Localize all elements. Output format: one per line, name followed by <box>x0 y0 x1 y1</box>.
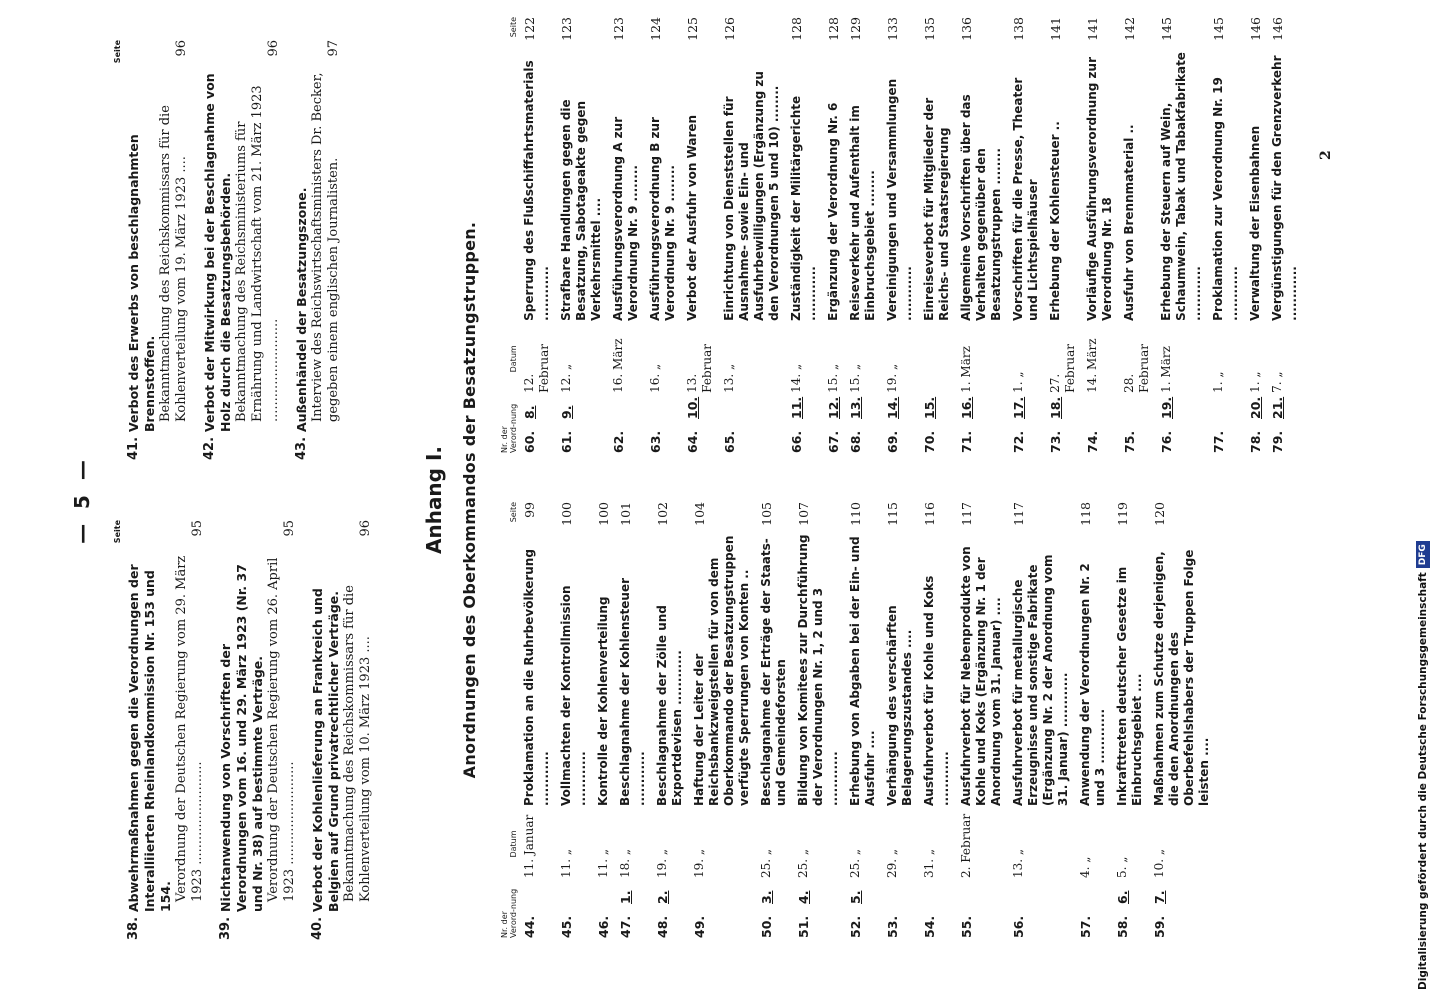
row-page: 123 <box>611 17 626 41</box>
table-row <box>1011 15 1048 455</box>
row-date: 12. Februar <box>522 344 551 393</box>
ordinance-number: 14. <box>885 396 900 419</box>
table-row <box>692 500 759 940</box>
ordinance-number: 11. <box>789 396 804 419</box>
col-header-datum: Datum <box>509 345 518 373</box>
row-date: 28. Februar <box>1122 344 1151 393</box>
row-subject: Vollmachten der Kontrollmission ............ <box>559 585 588 806</box>
entry-number: 41. <box>126 436 141 460</box>
row-date: 16. März <box>611 338 625 393</box>
ordinance-number <box>648 395 685 421</box>
ordinance-number: 3. <box>759 890 774 904</box>
entries-column-left <box>110 520 386 940</box>
row-date: 25. „ <box>848 848 862 878</box>
row-date: 27. Februar <box>1048 344 1077 393</box>
table-row <box>848 15 885 455</box>
row-page: 141 <box>1085 17 1100 41</box>
entry-title: Verbot des Erwerbs von beschlagnahmten Brennstoffen. <box>126 134 157 432</box>
row-number: 71. <box>959 430 974 453</box>
row-number: 77. <box>1211 430 1226 453</box>
row-number: 67. <box>826 430 841 453</box>
row-subject: Proklamation an die Ruhrbevölkerung ............ <box>522 549 551 806</box>
row-number: 66. <box>789 430 804 453</box>
row-subject: Vereinigungen und Versammlungen ............ <box>885 78 914 321</box>
row-page: 141 <box>1048 17 1063 41</box>
row-date: 1. „ <box>1248 371 1262 393</box>
row-number: 78. <box>1248 430 1263 453</box>
row-page: 110 <box>848 502 863 526</box>
row-date: 16. „ <box>648 363 662 393</box>
row-number: 60. <box>522 430 537 453</box>
row-subject: Strafbare Handlungen gegen die Besatzung, Sabotageakte gegen Verkehrsmittel .... <box>559 99 603 321</box>
row-page: 133 <box>885 17 900 41</box>
table-row <box>796 500 848 940</box>
row-subject: Allgemeine Vorschriften über das Verhalten gegenüber den Besatzungstruppen ........ <box>959 94 1003 321</box>
anhang-subtitle: Anordnungen des Oberkommandos der Besatzungstruppen. <box>460 221 479 779</box>
anhang-title: Anhang I. <box>422 446 446 555</box>
row-subject: Verwaltung der Eisenbahnen <box>1248 125 1262 321</box>
row-date: 19. „ <box>692 848 706 878</box>
row-date: 13. „ <box>722 363 736 393</box>
row-page: 146 <box>1248 17 1263 41</box>
col-header-seite: Seite <box>509 502 518 523</box>
row-number: 46. <box>596 915 611 938</box>
row-number: 70. <box>922 430 937 453</box>
digitization-sidebar <box>1414 10 1432 990</box>
row-date: 11. Januar <box>522 814 536 878</box>
row-page: 136 <box>959 17 974 41</box>
row-page: 119 <box>1115 502 1130 526</box>
table-row <box>559 500 596 940</box>
entry-page: 95 <box>190 520 205 537</box>
ordinance-number <box>1122 395 1159 421</box>
row-number: 75. <box>1122 430 1137 453</box>
row-number: 47. <box>618 915 633 938</box>
row-subject: Beschlagnahme der Erträge der Staats- und Gemeindeforsten <box>759 538 788 806</box>
table-row <box>826 15 848 455</box>
row-page: 107 <box>796 502 811 526</box>
col-header-seite: Seite <box>509 17 518 38</box>
dfg-logo: DFG <box>1416 541 1430 568</box>
row-date: 5. „ <box>1115 856 1129 878</box>
ordinance-number <box>522 880 559 906</box>
row-subject: Beschlagnahme der Zölle und Exportdevisen ............ <box>655 605 684 806</box>
table-row <box>648 15 685 455</box>
ordinance-number <box>1211 395 1248 421</box>
row-subject: Proklamation zur Verordnung Nr. 19 ............ <box>1211 77 1240 321</box>
row-page: 145 <box>1159 17 1174 41</box>
row-page: 117 <box>959 502 974 526</box>
row-date: 18. „ <box>618 848 632 878</box>
row-number: 48. <box>655 915 670 938</box>
ordinance-number: 16. <box>959 396 974 419</box>
ordinance-number: 13. <box>848 396 863 419</box>
row-subject: Ausführungsverordnung B zur Verordnung Nr. 9 ........ <box>648 117 677 321</box>
row-page: 128 <box>826 17 841 41</box>
table-row <box>1211 15 1248 455</box>
ordinance-number: 1. <box>618 890 633 904</box>
row-date: 25. „ <box>759 848 773 878</box>
row-number: 61. <box>559 430 574 453</box>
row-page: 125 <box>685 17 700 41</box>
entry-description: Bekanntmachung des Reichskommissars für die Kohlenverteilung vom 19. März 1923 .... <box>158 105 189 422</box>
ordinance-number <box>1078 880 1115 906</box>
row-date: 7. „ <box>1270 371 1284 393</box>
row-subject: Ausfuhrverbot für metallurgische Erzeugnisse und sonstige Fabrikate (Ergänzung Nr. 2 der Anordnung vom 31. Januar) ............ <box>1011 554 1070 806</box>
ordinance-number <box>959 880 1011 906</box>
row-date: 15. „ <box>826 363 840 393</box>
row-page: 100 <box>559 502 574 526</box>
row-subject: Erhebung der Kohlensteuer .. <box>1048 121 1062 321</box>
row-page: 118 <box>1078 502 1093 526</box>
row-subject: Einrichtung von Dienststellen für Ausnahme- sowie Ein- und Ausfuhrbewilligungen (Ergänzung zu den Verordnungen 5 und 10) ........ <box>722 71 781 321</box>
table-row <box>959 15 1011 455</box>
row-date: 10. „ <box>1152 848 1166 878</box>
entry-page: 96 <box>266 40 281 57</box>
col-header-datum: Datum <box>509 830 518 858</box>
row-page: 120 <box>1152 502 1167 526</box>
entry-description: Bekanntmachung des Reichskommissars für die Kohlenverteilung vom 10. März 1923 .... <box>342 585 373 902</box>
row-number: 62. <box>611 430 626 453</box>
row-number: 51. <box>796 915 811 938</box>
ordinance-number: 4. <box>796 890 811 904</box>
ordinance-number: 8. <box>522 405 537 419</box>
row-page: 126 <box>722 17 737 41</box>
row-number: 59. <box>1152 915 1167 938</box>
row-subject: Sperrung des Flußschiffahrtsmaterials ............ <box>522 60 551 321</box>
row-page: 116 <box>922 502 937 526</box>
ordinance-number: 7. <box>1152 890 1167 904</box>
row-number: 76. <box>1159 430 1174 453</box>
row-number: 53. <box>885 915 900 938</box>
table-row <box>1122 15 1159 455</box>
row-subject: Bildung von Komitees zur Durchführung der Verordnungen Nr. 1, 2 und 3 ............ <box>796 534 840 806</box>
entry-number: 40. <box>310 916 325 940</box>
ordinance-number: 17. <box>1011 396 1026 419</box>
ordinance-number <box>885 880 922 906</box>
entry-number: 38. <box>126 916 141 940</box>
row-subject: Zuständigkeit der Militärgerichte ............ <box>789 95 818 321</box>
table-row <box>1159 15 1211 455</box>
ordinance-number: 15. <box>922 396 937 419</box>
row-number: 50. <box>759 915 774 938</box>
row-subject: Ausfuhr von Brennmaterial .. <box>1122 124 1136 321</box>
entry-page: 97 <box>326 40 341 57</box>
ordinance-number: 9. <box>559 405 574 419</box>
right-entry-list <box>126 40 342 460</box>
row-date: 31. „ <box>922 848 936 878</box>
ordinance-number: 6. <box>1115 890 1130 904</box>
ordinance-number: 20. <box>1248 396 1263 419</box>
row-number: 73. <box>1048 430 1063 453</box>
toc-entry <box>202 40 282 460</box>
row-subject: Anwendung der Verordnungen Nr. 2 und 3 ............ <box>1078 563 1107 806</box>
ordinance-number: 18. <box>1048 396 1063 419</box>
toc-entry <box>218 520 298 940</box>
page-header: — 5 — <box>70 456 94 544</box>
ordinance-number: 2. <box>655 890 670 904</box>
row-date: 13. „ <box>1011 848 1025 878</box>
row-date: 1. „ <box>1211 371 1225 393</box>
entry-description: Verordnung der Deutschen Regierung vom 29. März 1923 ......................... <box>174 555 205 902</box>
table-row <box>922 500 959 940</box>
row-page: 135 <box>922 17 937 41</box>
entry-title: Verbot der Mitwirkung bei der Beschlagnahme von Holz durch die Besatzungsbehörden. <box>202 73 233 432</box>
seite-label: Seite <box>113 520 122 544</box>
row-date: 15. „ <box>848 363 862 393</box>
ordinance-number <box>1011 880 1078 906</box>
row-subject: Erhebung der Steuern auf Wein, Schaumwein, Tabak und Tabakfabrikate ............ <box>1159 52 1203 321</box>
ordinance-number: 19. <box>1159 396 1174 419</box>
toc-entry <box>126 520 206 940</box>
ordinance-number <box>692 880 759 906</box>
row-date: 14. „ <box>789 363 803 393</box>
row-date: 12. „ <box>559 363 573 393</box>
row-number: 65. <box>722 430 737 453</box>
row-subject: Vergünstigungen für den Grenzverkehr ............ <box>1270 55 1299 321</box>
row-page: 105 <box>759 502 774 526</box>
row-date: 19. „ <box>885 363 899 393</box>
ordinance-number: 5. <box>848 890 863 904</box>
row-date: 14. März <box>1085 338 1099 393</box>
row-page: 123 <box>559 17 574 41</box>
table-row <box>922 15 959 455</box>
table-row <box>685 15 722 455</box>
table-row <box>759 500 796 940</box>
row-page: 104 <box>692 502 707 526</box>
table-row <box>1248 15 1270 455</box>
row-number: 58. <box>1115 915 1130 938</box>
row-number: 55. <box>959 915 974 938</box>
table-row <box>1270 15 1307 455</box>
row-number: 69. <box>885 430 900 453</box>
entry-title: Außenhändel der Besatzungszone. <box>294 187 309 432</box>
row-subject: Vorläufige Ausführungsverordnung zur Verordnung Nr. 18 <box>1085 57 1114 321</box>
entry-title: Nichtanwendung von Vorschriften der Verordnungen vom 16. und 29. März 1923 (Nr. 37 und Nr. 38) auf bestimmte Verträge. <box>218 564 265 912</box>
ordinance-number <box>611 395 648 421</box>
table-row <box>885 15 922 455</box>
table-row <box>789 15 826 455</box>
row-subject: Einreiseverbot für Mitglieder der Reichs- und Staatsregierung <box>922 97 951 321</box>
entry-title: Verbot der Kohlenlieferung an Frankreich und Belgien auf Grund privatrechtlicher Verträge. <box>310 588 341 912</box>
row-number: 68. <box>848 430 863 453</box>
table-row <box>1011 500 1078 940</box>
row-date: 25. „ <box>796 848 810 878</box>
row-page: 115 <box>885 502 900 526</box>
table-row <box>655 500 692 940</box>
table-row <box>1115 500 1152 940</box>
row-date: 1. März <box>1159 346 1173 393</box>
ordinance-number <box>1085 395 1122 421</box>
row-page: 146 <box>1270 17 1285 41</box>
row-date: 29. „ <box>885 848 899 878</box>
table-row <box>618 500 655 940</box>
row-page: 100 <box>596 502 611 526</box>
row-page: 122 <box>522 17 537 41</box>
row-date: 19. „ <box>655 848 669 878</box>
table-row <box>596 500 618 940</box>
row-subject: Beschlagnahme der Kohlensteuer ............ <box>618 578 647 806</box>
row-page: 145 <box>1211 17 1226 41</box>
table-row <box>611 15 648 455</box>
entry-page: 96 <box>358 520 373 537</box>
row-number: 72. <box>1011 430 1026 453</box>
toc-entry <box>294 40 342 460</box>
entry-description: Verordnung der Deutschen Regierung vom 26. April 1923 ......................... <box>266 557 297 902</box>
row-number: 56. <box>1011 915 1026 938</box>
row-number: 49. <box>692 915 707 938</box>
row-subject: Ergänzung der Verordnung Nr. 6 <box>826 102 840 321</box>
row-number: 63. <box>648 430 663 453</box>
row-subject: Verhängung des verschärften Belagerungszustandes .... <box>885 605 914 806</box>
row-subject: Erhebung von Abgaben bei der Ein- und Ausfuhr .... <box>848 536 877 806</box>
row-subject: Ausfuhrverbot für Kohle und Koks ............ <box>922 575 951 806</box>
table-row <box>559 15 611 455</box>
entry-page: 96 <box>174 40 189 57</box>
row-number: 57. <box>1078 915 1093 938</box>
ordinance-number <box>559 880 596 906</box>
toc-entry <box>126 40 190 460</box>
ordinance-number <box>596 880 618 906</box>
row-subject: Haftung der Leiter der Reichsbankzweigstellen für von dem Oberkommando der Besatzungstruppen verfügte Sperrungen von Konten .. <box>692 535 751 806</box>
row-page: 129 <box>848 17 863 41</box>
row-date: 13. Februar <box>685 344 714 393</box>
page-number: 2 <box>1318 150 1334 160</box>
table-row <box>1152 500 1219 940</box>
row-number: 64. <box>685 430 700 453</box>
ordinance-table-left <box>500 500 1219 940</box>
ordinance-table-right <box>500 15 1307 455</box>
row-number: 74. <box>1085 430 1100 453</box>
row-number: 54. <box>922 915 937 938</box>
ordinance-number: 21. <box>1270 396 1285 419</box>
row-page: 117 <box>1011 502 1026 526</box>
row-subject: Ausführungsverordnung A zur Verordnung Nr. 9 ........ <box>611 116 640 321</box>
anhang-heading-block <box>422 0 479 1000</box>
row-date: 4. „ <box>1078 856 1092 878</box>
digitization-note: Digitalisierung gefördert durch die Deutsche Forschungsgemeinschaft <box>1417 572 1429 990</box>
row-date: 2. Februar <box>959 813 973 878</box>
row-date: 1. März <box>959 346 973 393</box>
row-number: 79. <box>1270 430 1285 453</box>
row-subject: Ausfuhrverbot für Nebenprodukte von Kohle und Koks (Ergänzung Nr. 1 der Anordnung vom 31. Januar) .... <box>959 546 1003 806</box>
row-page: 128 <box>789 17 804 41</box>
entry-title: Abwehrmaßnahmen gegen die Verordnungen der Interalliierten Rheinlandkommission Nr. 153 und 154. <box>126 564 173 912</box>
row-page: 124 <box>648 17 663 41</box>
row-number: 45. <box>559 915 574 938</box>
ordinance-number: 12. <box>826 396 841 419</box>
toc-entry <box>310 520 374 940</box>
row-number: 44. <box>522 915 537 938</box>
row-subject: Reiseverkehr und Aufenthalt im Einbruchsgebiet ........ <box>848 105 877 321</box>
ordinance-number <box>722 395 789 421</box>
row-page: 99 <box>522 502 537 518</box>
col-header-nr: Nr. der Verord-nung <box>500 403 518 453</box>
entry-page: 95 <box>282 520 297 537</box>
entry-description: Bekanntmachung des Reichsministeriums für Ernährung und Landwirtschaft vom 21. März 1923 ......................... <box>234 85 281 422</box>
table-row <box>885 500 922 940</box>
row-page: 101 <box>618 502 633 526</box>
entry-description: Interview des Reichswirtschaftsministers Dr. Becker, gegeben einem englischen Journalisten. <box>310 72 341 422</box>
entry-number: 42. <box>202 436 217 460</box>
ordinance-number <box>922 880 959 906</box>
table-row <box>522 15 559 455</box>
seite-label: Seite <box>113 40 122 64</box>
ordinance-number: 10. <box>685 396 700 419</box>
row-subject: Maßnahmen zum Schutze derjenigen, die den Anordnungen des Oberbefehlshabers der Truppen Folge leisten .... <box>1152 549 1211 806</box>
entry-number: 43. <box>294 436 309 460</box>
row-number: 52. <box>848 915 863 938</box>
row-date: 11. „ <box>559 848 573 878</box>
col-header-nr: Nr. der Verord-nung <box>500 888 518 938</box>
row-page: 102 <box>655 502 670 526</box>
row-date: 1. „ <box>1011 371 1025 393</box>
table-row <box>848 500 885 940</box>
table-row <box>1085 15 1122 455</box>
row-date <box>922 323 959 395</box>
row-page: 138 <box>1011 17 1026 41</box>
entry-number: 39. <box>218 916 233 940</box>
row-subject: Verbot der Ausfuhr von Waren <box>685 114 699 321</box>
row-page: 142 <box>1122 17 1137 41</box>
left-entry-list <box>126 520 374 940</box>
row-subject: Kontrolle der Kohlenverteilung <box>596 596 610 806</box>
table-row <box>1078 500 1115 940</box>
row-date: 11. „ <box>596 848 610 878</box>
entries-column-right <box>110 40 354 460</box>
table-row <box>1048 15 1085 455</box>
table-row <box>722 15 789 455</box>
table-row <box>959 500 1011 940</box>
table-row <box>522 500 559 940</box>
row-subject: Vorschriften für die Presse, Theater und Lichtspielhäuser <box>1011 77 1040 321</box>
row-subject: Inkrafttreten deutscher Gesetze im Einbruchsgebiet .... <box>1115 566 1144 806</box>
